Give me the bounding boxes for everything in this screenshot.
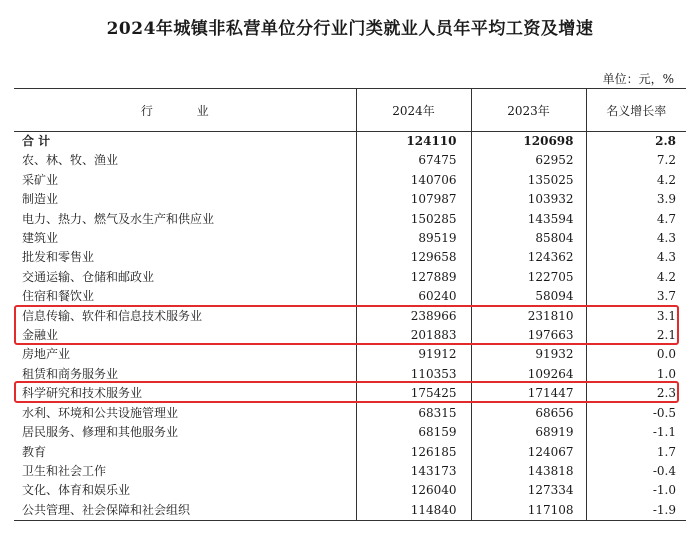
cell-2024: 127889 [356, 268, 471, 287]
table-row [14, 287, 686, 306]
cell-growth-rate: 3.7 [586, 287, 686, 306]
cell-2023: 85804 [471, 229, 586, 248]
cell-growth-rate: 3.9 [586, 190, 686, 209]
cell-2024: 140706 [356, 171, 471, 190]
cell-growth-rate: 1.0 [586, 365, 686, 384]
cell-industry: 金融业 [22, 328, 59, 343]
cell-2023: 68919 [471, 423, 586, 442]
table-row [14, 190, 686, 209]
cell-industry: 制造业 [22, 192, 59, 207]
cell-2024: 107987 [356, 190, 471, 209]
cell-growth-rate: 3.1 [586, 307, 686, 326]
cell-2024: 150285 [356, 210, 471, 229]
cell-industry: 交通运输、仓储和邮政业 [22, 269, 155, 284]
highlight-box-it-finance [14, 305, 679, 345]
cell-2023: 127334 [471, 481, 586, 500]
cell-growth-rate: 0.0 [586, 345, 686, 364]
cell-growth-rate: 7.2 [586, 151, 686, 170]
cell-industry: 建筑业 [22, 231, 59, 246]
table-row [14, 462, 686, 481]
cell-2023: 58094 [471, 287, 586, 306]
table-row [14, 248, 686, 267]
cell-industry: 批发和零售业 [22, 250, 95, 265]
cell-growth-rate: -0.4 [586, 462, 686, 481]
cell-2024: 110353 [356, 365, 471, 384]
cell-2024: 91912 [356, 345, 471, 364]
cell-2024: 126040 [356, 481, 471, 500]
cell-2023: 68656 [471, 404, 586, 423]
cell-industry: 水利、环境和公共设施管理业 [22, 405, 179, 420]
cell-2023: 91932 [471, 345, 586, 364]
cell-2023: 231810 [471, 307, 586, 326]
cell-growth-rate: 2.3 [586, 384, 686, 403]
cell-growth-rate: 1.7 [586, 443, 686, 462]
cell-2024: 89519 [356, 229, 471, 248]
cell-2024: 126185 [356, 443, 471, 462]
table-row [14, 443, 686, 462]
table-row [14, 151, 686, 170]
table-row [14, 501, 686, 521]
cell-2024: 67475 [356, 151, 471, 170]
cell-growth-rate: 2.1 [586, 326, 686, 345]
cell-2024: 238966 [356, 307, 471, 326]
cell-2023: 124362 [471, 248, 586, 267]
cell-industry: 科学研究和技术服务业 [22, 386, 143, 401]
cell-growth-rate: 4.2 [586, 268, 686, 287]
cell-2023: 143818 [471, 462, 586, 481]
cell-industry: 公共管理、社会保障和社会组织 [14, 501, 356, 521]
cell-growth-rate: 4.7 [586, 210, 686, 229]
table-header-row [14, 89, 686, 132]
cell-2023: 103932 [471, 190, 586, 209]
cell-2024: 143173 [356, 462, 471, 481]
table-row [14, 268, 686, 287]
cell-growth-rate: 4.2 [586, 171, 686, 190]
cell-industry: 信息传输、软件和信息技术服务业 [22, 308, 203, 323]
cell-growth-rate: 4.3 [586, 229, 686, 248]
cell-2023: 124067 [471, 443, 586, 462]
table-row [14, 171, 686, 190]
table-row [14, 132, 686, 152]
cell-2023: 120698 [471, 132, 586, 152]
cell-2024: 114840 [356, 501, 471, 521]
table-row [14, 423, 686, 442]
cell-industry: 电力、热力、燃气及水生产和供应业 [22, 211, 215, 226]
cell-2024: 60240 [356, 287, 471, 306]
cell-growth-rate: -1.9 [586, 501, 686, 521]
header-2023: 2023年 [471, 89, 586, 132]
table-row [14, 210, 686, 229]
cell-industry: 房地产业 [22, 347, 71, 362]
cell-2023: 109264 [471, 365, 586, 384]
cell-2024: 68315 [356, 404, 471, 423]
header-growth-rate: 名义增长率 [586, 89, 686, 132]
cell-industry: 文化、体育和娱乐业 [22, 483, 131, 498]
cell-industry: 卫生和社会工作 [22, 463, 107, 478]
cell-2024: 68159 [356, 423, 471, 442]
cell-growth-rate: -0.5 [586, 404, 686, 423]
cell-industry: 教育 [22, 444, 47, 459]
page-title: 2024年城镇非私营单位分行业门类就业人员年平均工资及增速 [106, 19, 594, 39]
cell-2024: 124110 [356, 132, 471, 152]
cell-growth-rate: -1.1 [586, 423, 686, 442]
cell-2023: 122705 [471, 268, 586, 287]
cell-industry: 居民服务、修理和其他服务业 [22, 425, 179, 440]
table-row [14, 345, 686, 364]
cell-industry: 合 计 [22, 134, 51, 148]
cell-industry: 采矿业 [22, 172, 59, 187]
cell-growth-rate: -1.0 [586, 481, 686, 500]
cell-industry: 农、林、牧、渔业 [22, 153, 119, 168]
cell-2024: 201883 [356, 326, 471, 345]
cell-2023: 171447 [471, 384, 586, 403]
cell-2023: 62952 [471, 151, 586, 170]
unit-label: 单位：元，% [602, 72, 674, 86]
cell-2023: 135025 [471, 171, 586, 190]
cell-2023: 197663 [471, 326, 586, 345]
header-2024: 2024年 [356, 89, 471, 132]
cell-industry: 住宿和餐饮业 [22, 289, 95, 304]
cell-2024: 175425 [356, 384, 471, 403]
cell-2023: 117108 [471, 501, 586, 521]
highlight-box-research [14, 381, 679, 403]
cell-growth-rate: 2.8 [586, 132, 686, 152]
cell-growth-rate: 4.3 [586, 248, 686, 267]
header-industry: 行 业 [14, 89, 356, 132]
table-row [14, 404, 686, 423]
table-row [14, 481, 686, 500]
cell-2023: 143594 [471, 210, 586, 229]
cell-industry: 租赁和商务服务业 [22, 366, 119, 381]
table-row [14, 229, 686, 248]
cell-2024: 129658 [356, 248, 471, 267]
